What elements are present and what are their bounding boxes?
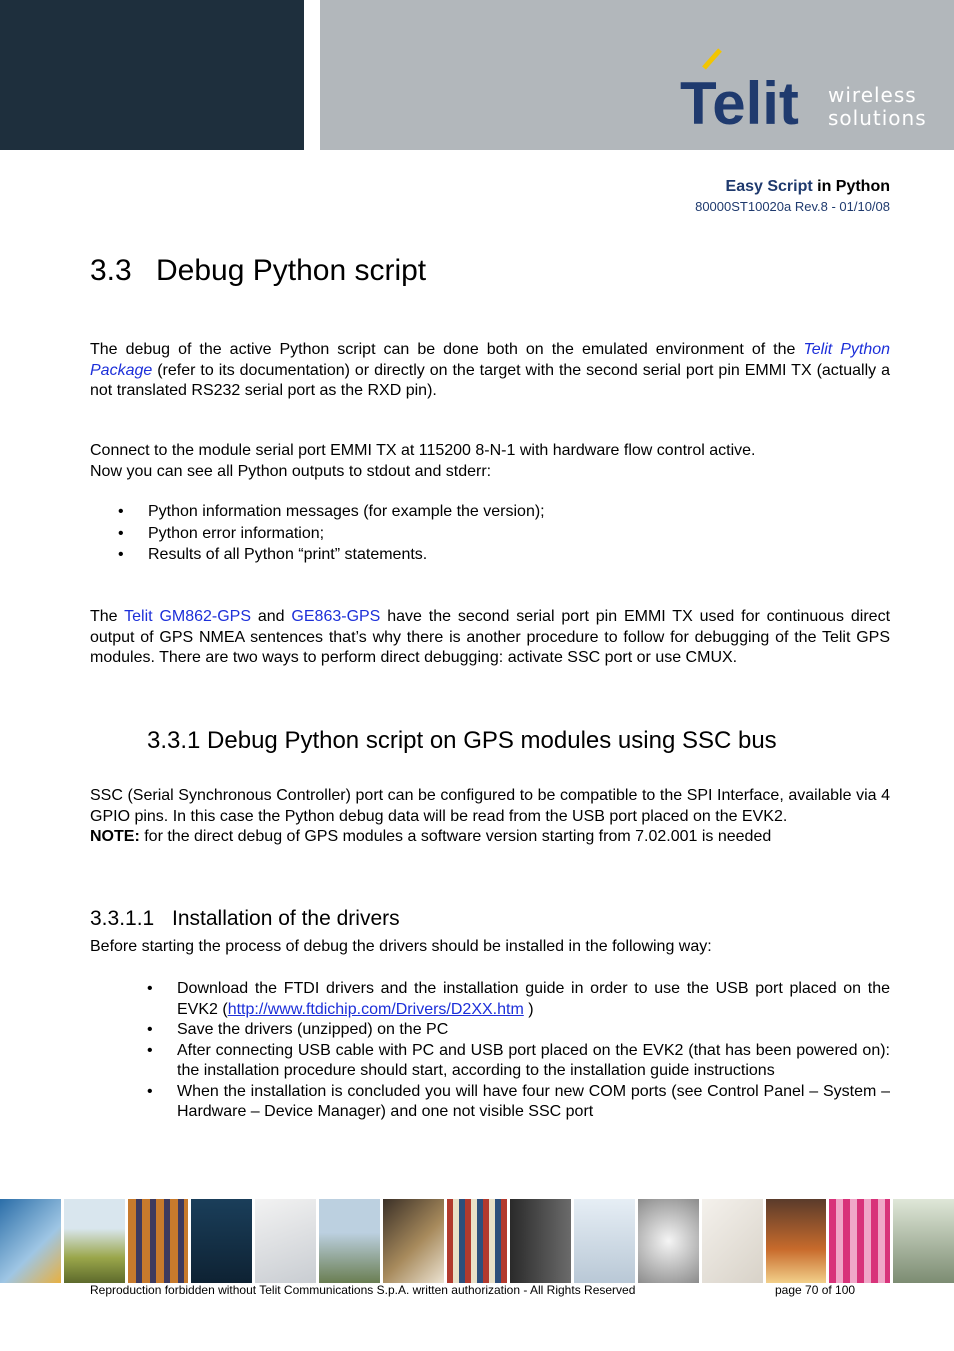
- subsubsection-heading: [90, 907, 400, 931]
- photo-tile: [191, 1199, 252, 1283]
- photo-tile: [829, 1199, 890, 1283]
- photo-tile: [128, 1199, 189, 1283]
- logo-wordmark: Telit: [680, 70, 799, 136]
- logo-tagline-solutions: solutions: [828, 106, 927, 130]
- list-item-text: Python error information;: [148, 524, 325, 542]
- photo-tile: [702, 1199, 763, 1283]
- subsection-heading: 3.3.1 Debug Python script on GPS modules using SSC bus: [147, 727, 777, 754]
- photo-tile: [510, 1199, 571, 1283]
- text-run: and: [251, 608, 292, 625]
- footer-notice: Reproduction forbidden without Telit Communications S.p.A. written authorization - All Rights Reserved: [90, 1283, 636, 1297]
- note-label: NOTE:: [90, 828, 140, 845]
- bullet-icon: •: [118, 546, 124, 563]
- list-item-text: Download the FTDI drivers and the installation guide in order to use the USB port placed on the EVK2 (: [177, 980, 890, 1018]
- list-item-text: When the installation is concluded you will have four new COM ports (see Control Panel – System – Hardware – Device Manager) and one not visible SSC port: [177, 1082, 890, 1120]
- list-item: [118, 524, 890, 545]
- list-item: [118, 545, 890, 566]
- section-heading: [90, 254, 426, 288]
- section-paragraph-1: [90, 340, 890, 402]
- bullet-icon: •: [147, 1041, 153, 1059]
- section-paragraph-2: [90, 441, 890, 482]
- list-item-text: Results of all Python “print” statements.: [148, 546, 428, 563]
- photo-tile: [0, 1199, 61, 1283]
- subsection-paragraph: [90, 786, 890, 848]
- list-item-text: ): [523, 1000, 534, 1018]
- subsubsection-number: 3.3.1.1: [90, 907, 155, 930]
- list-item-text: Save the drivers (unzipped) on the PC: [177, 1021, 449, 1038]
- photo-tile: [447, 1199, 508, 1283]
- note-text: for the direct debug of GPS modules a software version starting from 7.02.001 is needed: [139, 828, 772, 845]
- note-line: [90, 827, 890, 848]
- list-item-text: After connecting USB cable with PC and USB port placed on the EVK2 (that has been powered on): the installation procedure should start, according to the installation guide instructions: [177, 1041, 890, 1079]
- text-run: have the second serial port pin EMMI TX used for continuous direct output of GPS NMEA sentences that’s why there is another procedure to follow for debugging of the Telit GPS modules. There are two ways to perform direct debugging: activate SSC port or use CMUX.: [90, 608, 891, 666]
- document-title-brand: Easy Script: [725, 178, 813, 195]
- section-title: Debug Python script: [156, 254, 427, 287]
- subsubsection-title: Installation of the drivers: [172, 907, 400, 930]
- photo-tile: [383, 1199, 444, 1283]
- photo-tile: [638, 1199, 699, 1283]
- bullet-icon: •: [147, 980, 153, 997]
- photo-tile: [64, 1199, 125, 1283]
- document-title-rest: in Python: [812, 178, 890, 195]
- photo-tile: [574, 1199, 635, 1283]
- python-output-list: [118, 502, 890, 567]
- bullet-icon: •: [147, 1021, 153, 1038]
- paragraph-text: SSC (Serial Synchronous Controller) port can be configured to be compatible to the SPI Interface, available via 4 GPIO pins. In this case the Python debug data will be read from the USB port placed on the EVK2.: [90, 787, 890, 825]
- list-item: [147, 1020, 890, 1041]
- photo-tile: [255, 1199, 316, 1283]
- photo-tile: [766, 1199, 827, 1283]
- telit-logo: [676, 46, 936, 136]
- document-title: [726, 178, 890, 196]
- section-number: 3.3: [90, 254, 132, 287]
- photo-tile: [319, 1199, 380, 1283]
- ge863-gps-link[interactable]: GE863-GPS: [291, 608, 381, 625]
- text-run: The debug of the active Python script can be done both on the emulated environment of the: [90, 341, 804, 358]
- gm862-gps-link[interactable]: Telit GM862-GPS: [124, 608, 252, 625]
- list-item: [147, 979, 890, 1020]
- paragraph-line: Now you can see all Python outputs to stdout and stderr:: [90, 462, 492, 480]
- subsubsection-intro: Before starting the process of debug the drivers should be installed in the following way:: [90, 938, 712, 955]
- logo-tagline-wireless: wireless: [828, 83, 917, 107]
- paragraph-line: Connect to the module serial port EMMI TX at 115200 8-N-1 with hardware flow control active.: [90, 442, 756, 459]
- text-run: (refer to its documentation) or directly on the target with the second serial port pin EMMI TX (actually a not translated RS232 serial port as the RXD pin).: [90, 361, 890, 399]
- header-dark-block: [0, 0, 304, 150]
- page-number: page 70 of 100: [775, 1283, 856, 1297]
- list-item-text: Python information messages (for example the version);: [148, 503, 545, 520]
- list-item: [147, 1082, 890, 1123]
- text-run: The: [90, 608, 125, 625]
- photo-tile: [893, 1199, 954, 1283]
- document-revision: 80000ST10020a Rev.8 - 01/10/08: [695, 199, 890, 214]
- telit-python-package-link[interactable]: Telit Python Package: [90, 341, 891, 379]
- ftdi-drivers-link[interactable]: http://www.ftdichip.com/Drivers/D2XX.htm: [227, 1000, 524, 1018]
- section-paragraph-3: [90, 607, 890, 669]
- bullet-icon: •: [147, 1082, 153, 1100]
- bullet-icon: •: [118, 524, 124, 542]
- bullet-icon: •: [118, 503, 124, 520]
- list-item: [147, 1041, 890, 1082]
- footer-photo-strip: [0, 1199, 954, 1283]
- driver-install-steps: [147, 979, 890, 1123]
- list-item: [118, 502, 890, 523]
